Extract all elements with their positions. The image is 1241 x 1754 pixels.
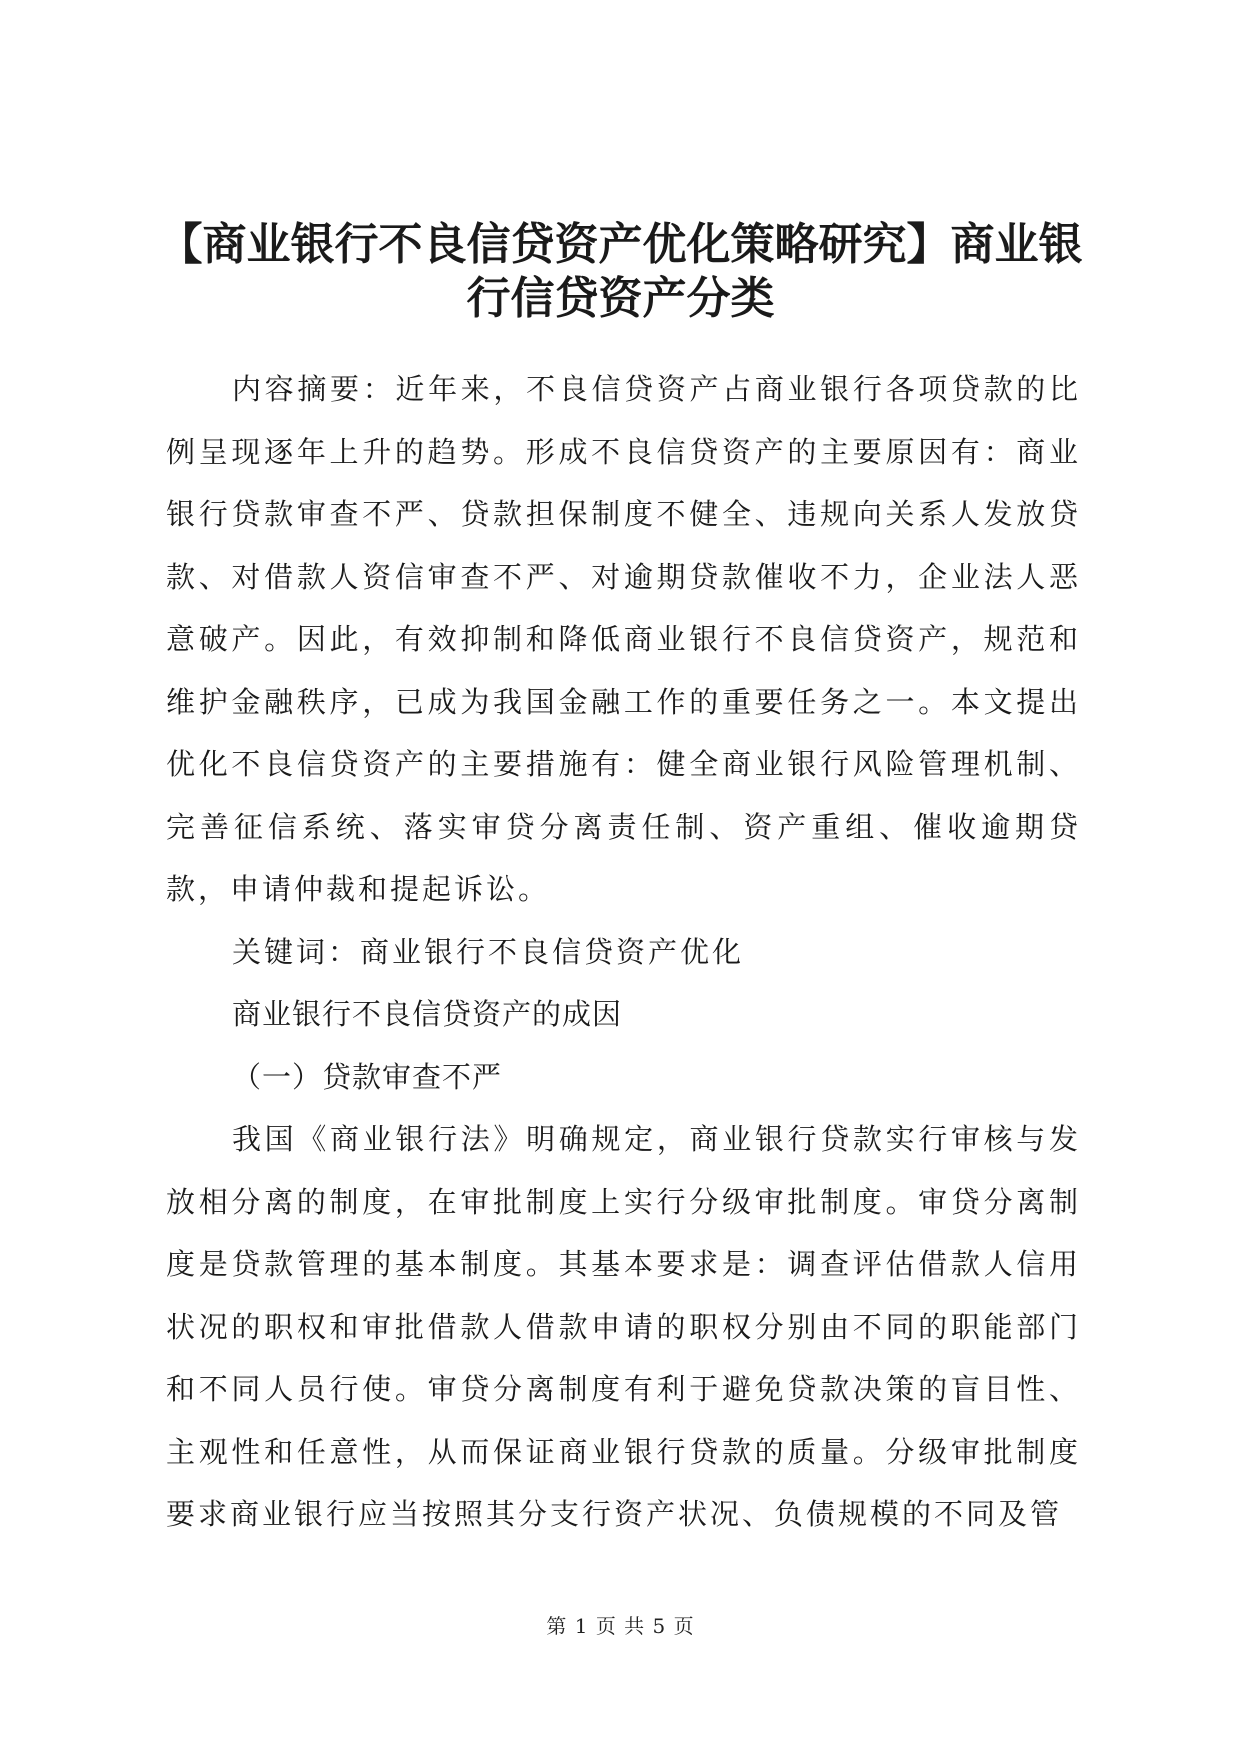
body-paragraph: 我国《商业银行法》明确规定，商业银行贷款实行审核与发放相分离的制度，在审批制度上实行分级审批制度。审贷分离制度是贷款管理的基本制度。其基本要求是：调查评估借款人信用状况的职权和审批借款人借款申请的职权分别由不同的职能部门和不同人员行使。审贷分离制度有利于避免贷款决策的盲目性、主观性和任意性，从而保证商业银行贷款的质量。分级审批制度要求商业银行应当按照其分支行资产状况、负债规模的不同及管 (166, 1122, 1081, 1531)
document-body (166, 358, 1081, 1546)
section-heading: 商业银行不良信贷资产的成因 (232, 997, 623, 1031)
keywords-line: 关键词：商业银行不良信贷资产优化 (232, 934, 745, 969)
subsection-heading: （一）贷款审查不严 (232, 1059, 503, 1094)
page-number-footer: 第 1 页 共 5 页 (546, 1614, 695, 1638)
abstract-paragraph: 内容摘要：近年来，不良信贷资产占商业银行各项贷款的比例呈现逐年上升的趋势。形成不良信贷资产的主要原因有：商业银行贷款审查不严、贷款担保制度不健全、违规向关系人发放贷款、对借款人资信审查不严、对逾期贷款催收不力，企业法人恶意破产。因此，有效抑制和降低商业银行不良信贷资产，规范和维护金融秩序，已成为我国金融工作的重要任务之一。本文提出优化不良信贷资产的主要措施有：健全商业银行风险管理机制、完善征信系统、落实审贷分离责任制、资产重组、催收逾期贷款，申请仲裁和提起诉讼。 (166, 372, 1081, 906)
document-title: 【商业银行不良信贷资产优化策略研究】商业银行信贷资产分类 (158, 219, 1083, 324)
